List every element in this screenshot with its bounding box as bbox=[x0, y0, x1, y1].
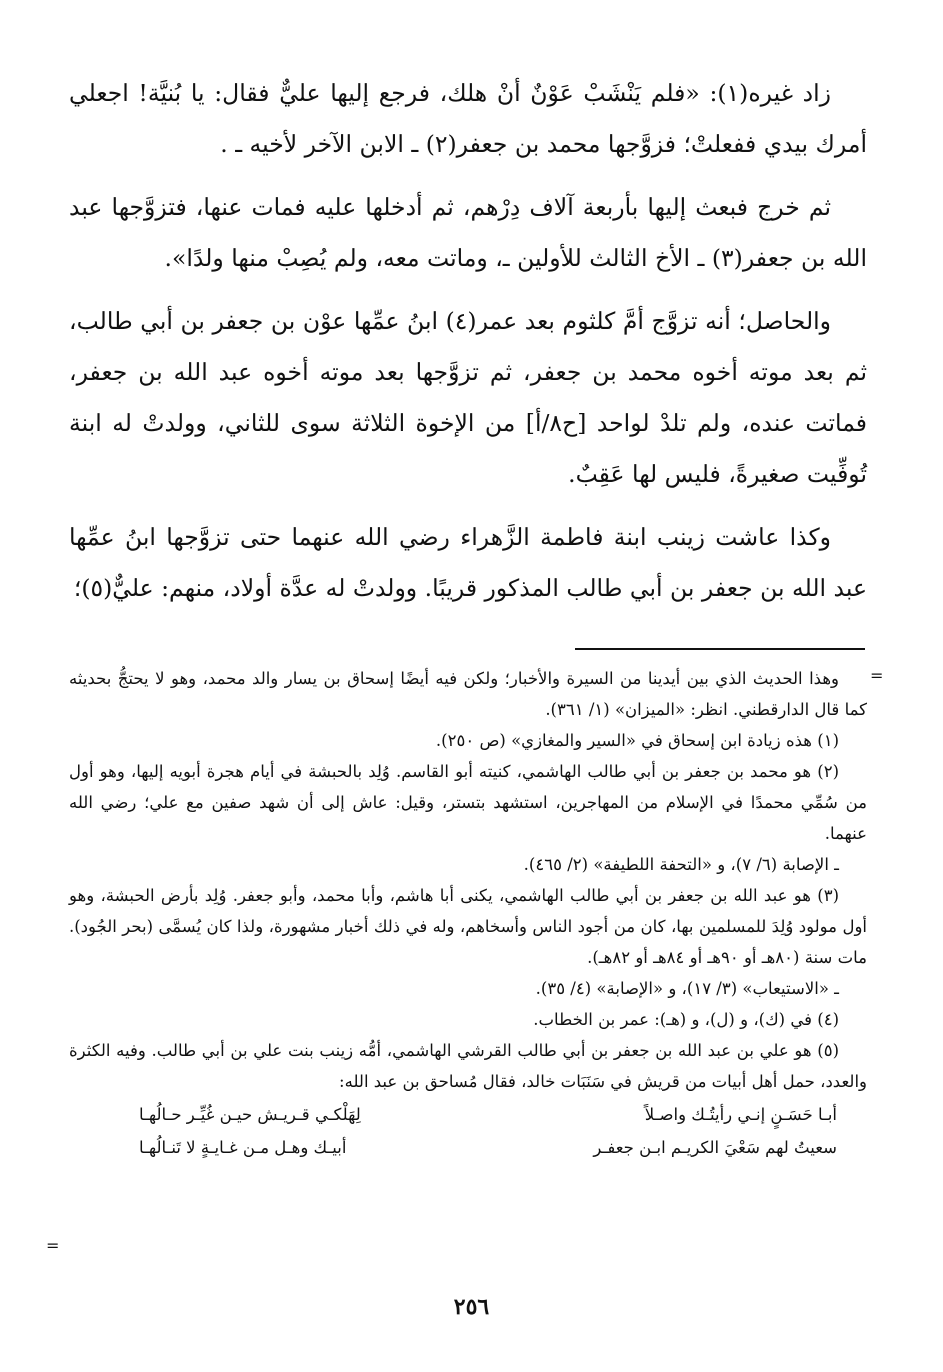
paragraph-1: زاد غيره(١): «فلم يَنْشَبْ عَوْنٌ أنْ هلك، فرجع إليها عليٌّ فقال: يا بُنيَّة! اجعلي أمرك بيدي ففعلتْ؛ فزوَّجها محمد بن جعفر(٢) ـ الابن الآخر لأخيه ـ . bbox=[69, 79, 867, 158]
footnote-3: (٣) هو عبد الله بن جعفر بن أبي طالب الهاشمي، يكنى أبا هاشم، وأبا محمد، وأبو جعفر. وُلِد بأرض الحبشة، وهو أول مولود وُلِدَ للمسلمين بها، كان من أجود الناس وأسخاهم، وله في ذلك أخبار مشهورة، ولذا كان يُسمَّى (بحر الجُود). مات سنة (٨٠هـ أو ٩٠هـ أو ٨٤هـ أو ٨٢هـ). bbox=[69, 886, 867, 967]
poem-verse-1 bbox=[69, 1099, 867, 1130]
verse-2-first-hemistich: سعيتُ لهم سَعْيَ الكريـم ابـن جعفـر bbox=[593, 1138, 837, 1157]
footnotes bbox=[69, 663, 867, 1163]
page-number: ٢٥٦ bbox=[453, 1294, 490, 1320]
main-text bbox=[69, 68, 867, 626]
paragraph-2: ثم خرج فبعث إليها بأربعة آلاف دِرْهم، ثم أدخلها عليه فمات عنها، فتزوَّجها عبد الله بن جعفر(٣) ـ الأخ الثالث للأولين ـ، وماتت معه، ولم يُصِبْ منها ولدًا». bbox=[69, 193, 867, 272]
footnote-4: (٤) في (ك)، و (ل)، و (هـ): عمر بن الخطاب. bbox=[533, 1010, 839, 1029]
footnote-2: (٢) هو محمد بن جعفر بن أبي طالب الهاشمي، كنيته أبو القاسم. وُلِد بالحبشة في أيام هجرة أبويه إليها، وهو أول من سُمِّي محمدًا في الإسلام من المهاجرين، استشهد بتستر، وقيل: عاش إلى أن شهد صفين مع علي؛ رضي الله عنهما. bbox=[69, 762, 867, 843]
footnote-separator bbox=[575, 648, 865, 650]
verse-1-second-hemistich: لِهَلْكـي قـريـش حيـن غُيِّـر حـالُهـا bbox=[139, 1105, 361, 1124]
verse-1-first-hemistich: أبـا حَسَـنٍ إنـي رأيتُـك واصـلاً bbox=[644, 1105, 837, 1124]
verse-2-second-hemistich: أبيـك وهـل مـن غـايـةٍ لا تَنـالُهـا bbox=[139, 1138, 347, 1157]
paragraph-4: وكذا عاشت زينب ابنة فاطمة الزَّهراء رضي الله عنهما حتى تزوَّجها ابنُ عمِّها عبد الله بن جعفر بن أبي طالب المذكور قريبًا. وولدتْ له عدَّة أولاد، منهم: عليٌّ(٥)؛ bbox=[69, 523, 867, 602]
continuation-mark-top: = bbox=[870, 666, 884, 685]
paragraph-3: والحاصل؛ أنه تزوَّج أمَّ كلثوم بعد عمر(٤) ابنُ عمِّها عوْن بن جعفر بن أبي طالب، ثم بعد موته أخوه محمد بن جعفر، ثم تزوَّجها بعد موته أخوه عبد الله بن جعفر، فماتت عنده، ولم تلدْ لواحد [ح٨/أ] من الإخوة الثلاثة سوى للثاني، وولدتْ له ابنة تُوفِّيت صغيرةً، فليس لها عَقِبٌ. bbox=[69, 307, 868, 488]
footnote-1: (١) هذه زيادة ابن إسحاق في «السير والمغازي» (ص ٢٥٠). bbox=[435, 731, 839, 750]
poem-verse-2 bbox=[69, 1132, 867, 1163]
footnote-2-reference: ـ الإصابة (٦/ ٧)، و «التحفة اللطيفة» (٢/ ٤٦٥). bbox=[523, 855, 839, 874]
footnote-continuation: وهذا الحديث الذي بين أيدينا من السيرة والأخبار؛ ولكن فيه أيضًا إسحاق بن يسار والد محمد، وهو لا يحتجُّ بحديثه كما قال الدارقطني. انظر: «الميزان» (١/ ٣٦١). bbox=[69, 669, 867, 719]
continuation-mark-bottom: = bbox=[46, 1236, 60, 1255]
footnote-5: (٥) هو علي بن عبد الله بن جعفر بن أبي طالب القرشي الهاشمي، أمُّه زينب بنت علي بن أبي طالب. وفيه الكثرة والعدد، حمل أهل أبيات من قريش في سَنَبَات خالد، فقال مُساحق بن عبد الله: bbox=[69, 1041, 867, 1091]
footnote-3-reference: ـ «الاستيعاب» (٣/ ١٧)، و «الإصابة» (٤/ ٣٥). bbox=[535, 979, 839, 998]
